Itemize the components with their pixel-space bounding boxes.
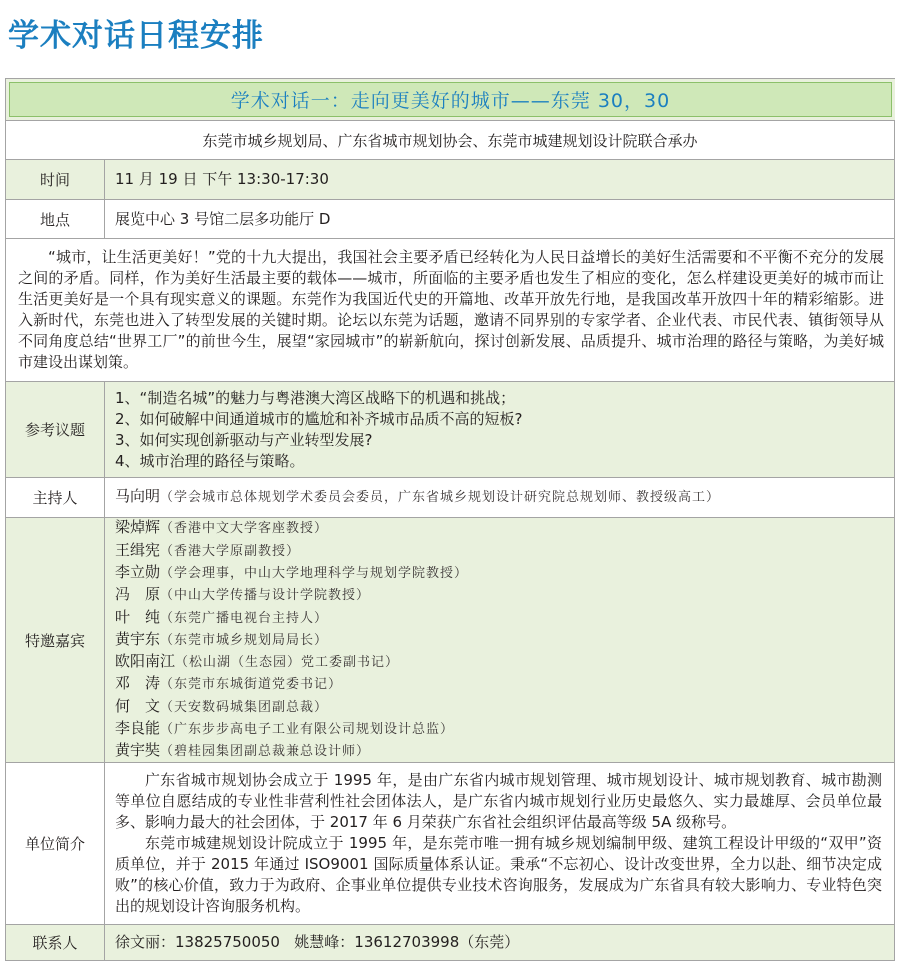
- guest-item: 李良能（广东步步高电子工业有限公司规划设计总监）: [115, 719, 455, 738]
- topic-item: 3、如何实现创新驱动与产业转型发展?: [115, 430, 373, 449]
- location-row: [6, 200, 895, 239]
- guests-row: [6, 518, 895, 763]
- contact-value: 徐文丽：13825750050 姚慧峰：13612703998（东莞）: [105, 925, 895, 960]
- description-row: [6, 239, 895, 382]
- guest-item: 黄宇东（东莞市城乡规划局局长）: [115, 629, 329, 648]
- location-value: 展览中心 3 号馆二层多功能厅 D: [105, 200, 895, 238]
- units-label: 单位简介: [6, 763, 105, 924]
- page-title: 学术对话日程安排: [8, 18, 264, 54]
- contact-row: [6, 925, 895, 961]
- host-desc: （学会城市总体规划学术委员会委员，广东省城乡规划设计研究院总规划师、教授级高工）: [160, 490, 721, 506]
- unit-paragraph: 广东省城市规划协会成立于 1995 年，是由广东省内城市规划管理、城市规划设计、城市规划教育、城市勘测等单位自愿结成的专业性非营利性社会团体法人，是广东省内城市规划行业历史最悠久、实力最雄厚、会员单位最多、影响力最大的社会团体，于 2017 年 6 月荣获广东省社会组织评估最高等级 5A 级称号。: [115, 771, 882, 831]
- time-row: [6, 160, 895, 200]
- topics-label: 参考议题: [6, 382, 105, 477]
- time-value: 11 月 19 日 下午 13:30-17:30: [105, 160, 895, 199]
- description-text: “城市，让生活更美好！”党的十九大提出，我国社会主要矛盾已经转化为人民日益增长的美好生活需要和不平衡不充分的发展之间的矛盾。同样，作为美好生活最主要的载体——城市，所面临的主要矛盾也发生了相应的变化，怎么样建设更美好的城市而让生活更美好是一个具有现实意义的课题。东莞作为我国近代史的开篇地、改革开放先行地，是我国改革开放四十年的精彩缩影。进入新时代，东莞也进入了转型发展的关键时期。论坛以东莞为话题，邀请不同界别的专家学者、企业代表、市民代表、镇街领导从不同角度总结“世界工厂”的前世今生，展望“家园城市”的崭新航向，探讨创新发展、品质提升、城市治理的路径与策略，为美好城市建设出谋划策。: [6, 239, 895, 381]
- time-label: 时间: [6, 160, 105, 199]
- unit-paragraph: 东莞市城建规划设计院成立于 1995 年，是东莞市唯一拥有城乡规划编制甲级、建筑工程设计甲级的“双甲”资质单位，并于 2015 年通过 ISO9001 国际质量体系认证。秉承“不忘初心、设计改变世界，全力以赴、细节决定成败”的核心价值，致力于为政府、企事业单位提供专业技术咨询服务，发展成为广东省具有较大影响力、专业特色突出的规划设计咨询服务机构。: [115, 834, 882, 915]
- organizers-text: 东莞市城乡规划局、广东省城市规划协会、东莞市城建规划设计院联合承办: [6, 121, 895, 159]
- units-text: [105, 763, 895, 924]
- schedule-table: [5, 78, 895, 961]
- topics-row: [6, 382, 895, 478]
- guest-item: 叶 纯（东莞广播电视台主持人）: [115, 607, 329, 626]
- host-row: [6, 478, 895, 518]
- organizers-row: [6, 121, 895, 160]
- location-label: 地点: [6, 200, 105, 238]
- topic-item: 2、如何破解中间通道城市的尴尬和补齐城市品质不高的短板?: [115, 409, 523, 428]
- units-row: [6, 763, 895, 925]
- topics-list: [105, 382, 895, 477]
- topic-item: 4、城市治理的路径与策略。: [115, 451, 305, 470]
- guest-item: 欧阳南江（松山湖（生态园）党工委副书记）: [115, 652, 400, 671]
- guest-item: 王缉宪（香港大学原副教授）: [115, 540, 301, 559]
- host-value: [105, 478, 895, 517]
- contact-label: 联系人: [6, 925, 105, 960]
- topic-item: 1、“制造名城”的魅力与粤港澳大湾区战略下的机遇和挑战；: [115, 388, 516, 407]
- guests-label: 特邀嘉宾: [6, 518, 105, 762]
- guest-item: 李立勋（学会理事，中山大学地理科学与规划学院教授）: [115, 562, 469, 581]
- guest-item: 梁焯辉（香港中文大学客座教授）: [115, 518, 329, 537]
- dialogue-title-row: [6, 79, 895, 121]
- host-label: 主持人: [6, 478, 105, 517]
- guest-item: 邓 涛（东莞市东城街道党委书记）: [115, 674, 343, 693]
- dialogue-title: 学术对话一：走向更美好的城市——东莞 30，30: [9, 82, 892, 117]
- host-name: 马向明: [115, 487, 161, 506]
- guest-item: 冯 原（中山大学传播与设计学院教授）: [115, 585, 371, 604]
- guests-list: [105, 518, 895, 762]
- guest-item: 黄宇奘（碧桂园集团副总裁兼总设计师）: [115, 741, 371, 760]
- guest-item: 何 文（天安数码城集团副总裁）: [115, 696, 329, 715]
